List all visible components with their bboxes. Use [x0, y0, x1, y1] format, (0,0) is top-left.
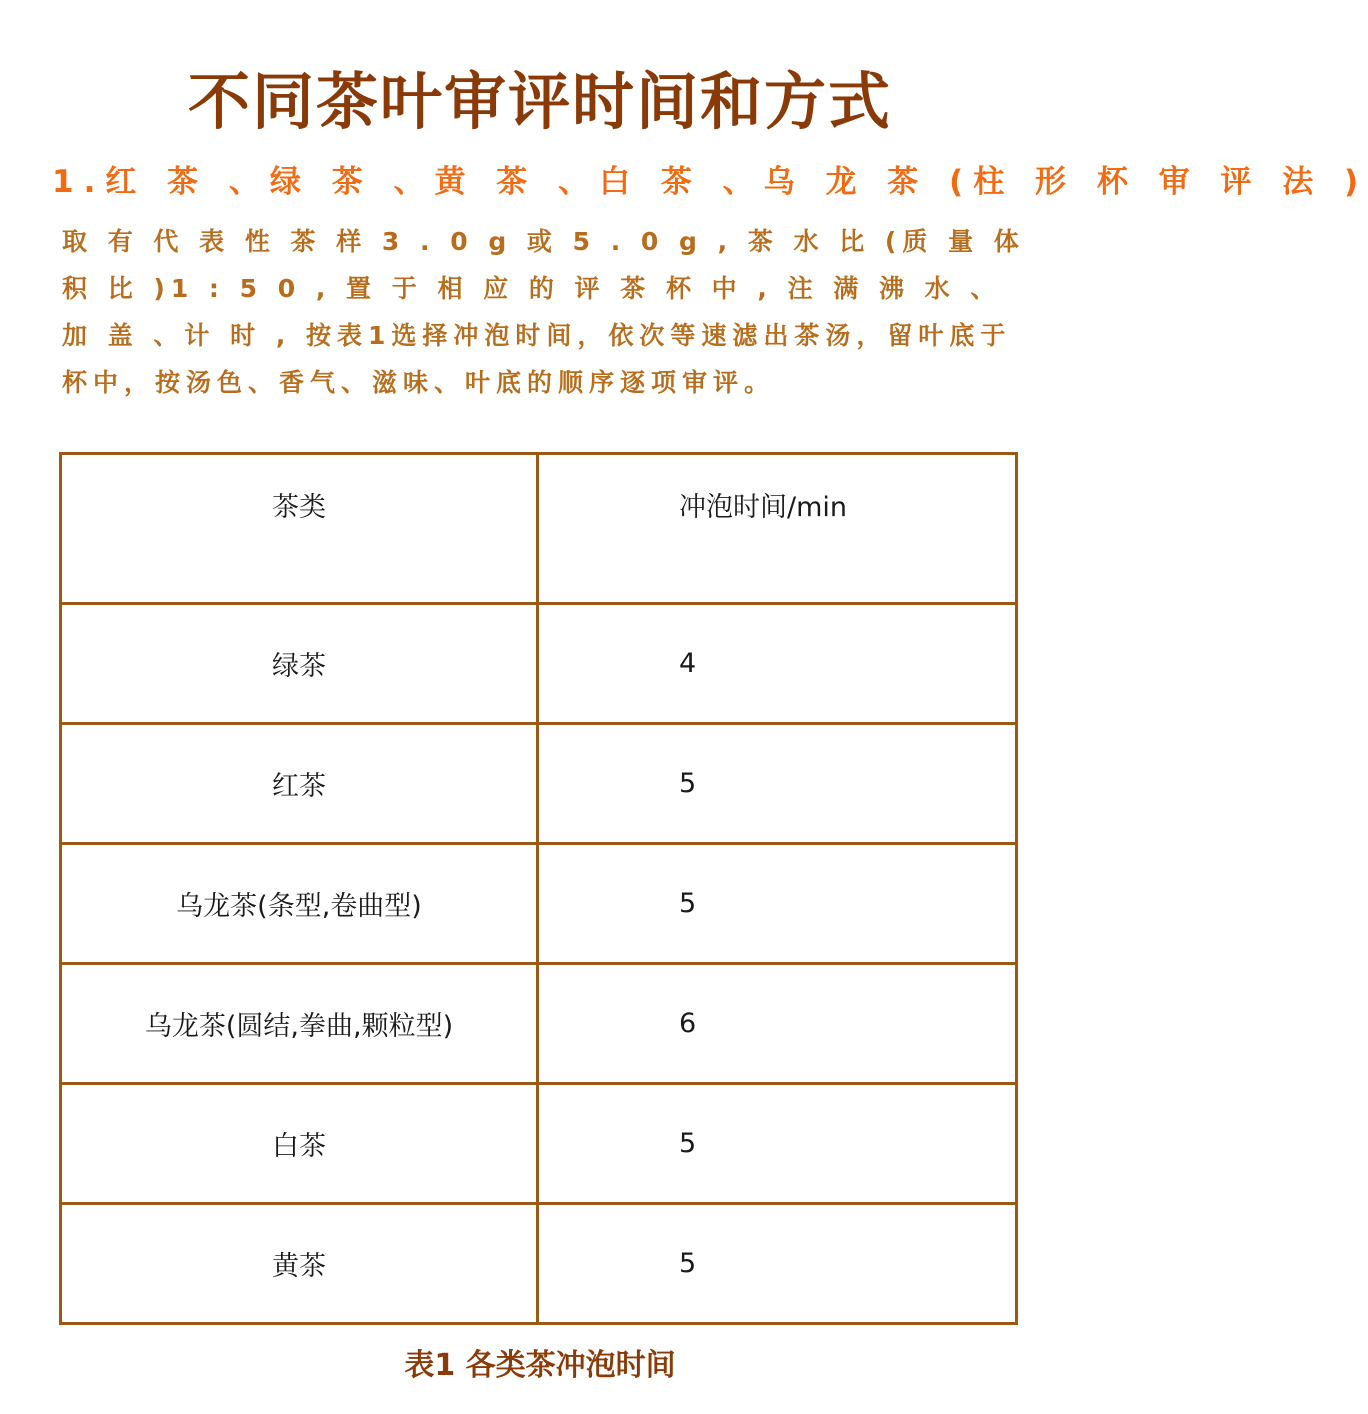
table-row — [61, 844, 1017, 964]
brew-time-cell: 5 — [538, 1084, 1017, 1204]
section-heading: 1.红 茶 、绿 茶 、黄 茶 、白 茶 、乌 龙 茶 (柱 形 杯 审 评 法 ) — [52, 164, 1368, 200]
intro-paragraph: 取 有 代 表 性 茶 样 3 . 0 g 或 5 . 0 g , 茶 水 比 (质 量 体 积 比 )1 : 5 0 , 置 于 相 应 的 评 茶 杯 中 , 注 满 沸 水 、 加 盖 、计 时 , 按表1选择冲泡时间，依次等速滤出茶汤，留叶底于杯中，按汤色、香气、滋味、叶底的顺序逐项审评。 — [62, 227, 1025, 397]
tea-type-cell: 绿茶 — [61, 604, 538, 724]
brew-time-cell: 5 — [538, 844, 1017, 964]
table-caption: 表1 各类茶冲泡时间 — [404, 1348, 676, 1383]
brew-time-cell: 6 — [538, 964, 1017, 1084]
header-brew-time: 冲泡时间/min — [538, 454, 1017, 604]
table-row — [61, 1084, 1017, 1204]
header-tea-type: 茶类 — [61, 454, 538, 604]
table-row — [61, 724, 1017, 844]
tea-type-cell: 红茶 — [61, 724, 538, 844]
brew-time-cell: 5 — [538, 1204, 1017, 1324]
tea-type-cell: 黄茶 — [61, 1204, 538, 1324]
tea-type-cell: 乌龙茶(条型,卷曲型) — [61, 844, 538, 964]
table-row — [61, 1204, 1017, 1324]
brew-time-cell: 4 — [538, 604, 1017, 724]
page-title: 不同茶叶审评时间和方式 — [187, 65, 892, 138]
brewing-time-table — [59, 452, 1018, 1325]
brew-time-cell: 5 — [538, 724, 1017, 844]
tea-type-cell: 乌龙茶(圆结,拳曲,颗粒型) — [61, 964, 538, 1084]
tea-type-cell: 白茶 — [61, 1084, 538, 1204]
table-header-row — [61, 454, 1017, 604]
table-row — [61, 964, 1017, 1084]
table-row — [61, 604, 1017, 724]
